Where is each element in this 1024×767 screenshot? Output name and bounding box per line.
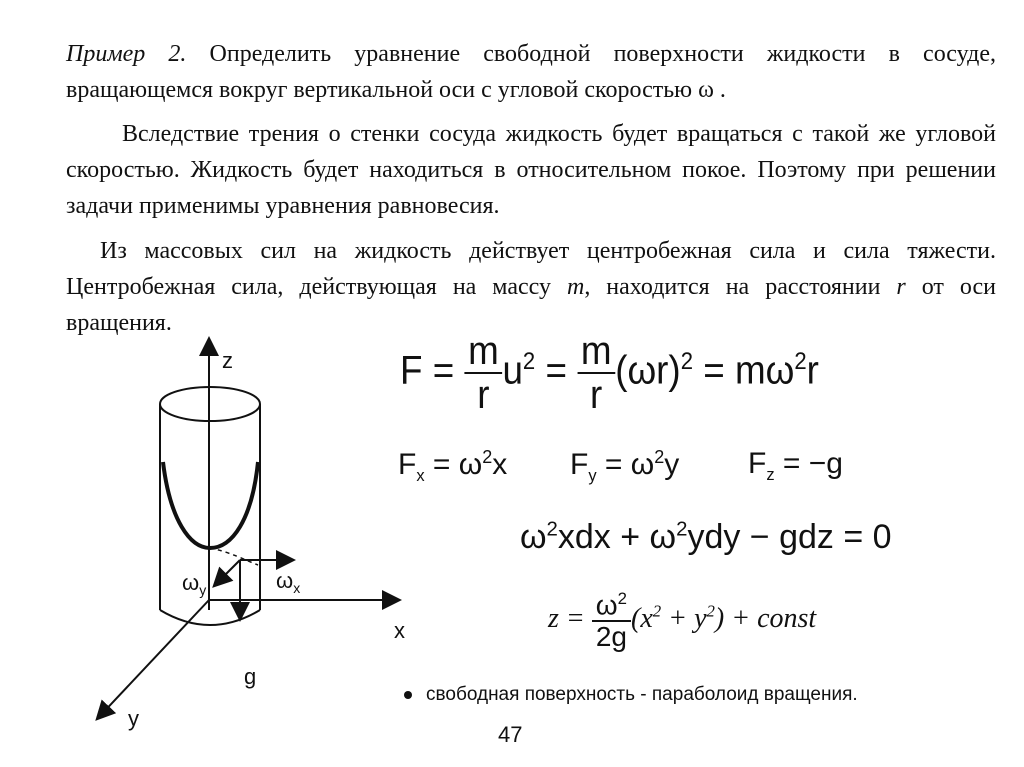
force-z-formula [748, 447, 843, 485]
g-label: g [244, 664, 257, 689]
paraboloid-hidden [210, 548, 258, 565]
f3-sq-1: 2 [546, 518, 558, 541]
equilibrium-equation [520, 518, 892, 557]
f3-part-c: ydy − gdz = 0 [687, 518, 892, 556]
fy-symbol: F [570, 448, 589, 481]
fx-subscript: x [416, 467, 425, 485]
problem-text: Определить уравнение свободной поверхности жидкости в сосуде, вращающемся вокруг вертикальной оси с угловой скоростью ω . [66, 41, 996, 103]
paraboloid-surface [163, 462, 258, 548]
f4-close: ) + const [714, 602, 817, 634]
forces-text-c: от оси вращения. [66, 274, 997, 336]
fy-end: y [664, 448, 680, 481]
f1-sq-3: 2 [794, 348, 807, 376]
f1-den-2: r [590, 373, 603, 417]
f1-fraction-2 [577, 330, 615, 416]
fy-subscript: y [588, 467, 597, 485]
fx-symbol: F [398, 448, 417, 481]
centrifugal-force-formula [400, 330, 819, 416]
omega-y-symbol: ω [182, 570, 200, 595]
mass-symbol: m [566, 274, 585, 300]
f1-eq-2: = [545, 348, 567, 393]
force-x-formula [398, 447, 507, 486]
f3-sq-2: 2 [676, 518, 688, 541]
f3-omega-1: ω [520, 518, 547, 556]
omega-x-label [276, 568, 300, 596]
omega-x-symbol: ω [276, 568, 294, 593]
f1-velocity: u [502, 348, 523, 393]
omega-x-subscript: x [293, 580, 301, 596]
y-axis [98, 600, 209, 718]
f1-omega-r: (ωr) [615, 348, 681, 393]
omega-y-vector [215, 560, 240, 585]
f3-part-b: xdx + ω [557, 518, 677, 556]
y-axis-label: y [128, 706, 139, 731]
f1-sq-1: 2 [522, 348, 536, 376]
omega-y-subscript: y [199, 582, 207, 598]
f1-fraction-1 [464, 330, 502, 416]
omega-y-label [182, 570, 206, 598]
bullet-dot [404, 691, 412, 699]
fz-symbol: F [748, 447, 767, 480]
f1-rhs-r: r [806, 348, 819, 393]
example-label: Пример 2. [66, 41, 187, 67]
forces-text-b: , находится на расстоянии [584, 274, 897, 300]
bullet-conclusion [404, 684, 858, 706]
f4-paren-x: (x [631, 602, 653, 634]
f1-lhs: F = [400, 348, 455, 393]
fy-sq: 2 [654, 447, 665, 467]
f4-num-sq: 2 [617, 589, 628, 608]
friction-text: Вследствие трения о стенки сосуда жидкость будет вращаться с такой же угловой скоростью. Жидкость будет находиться в относительном покое. Поэтому при решении задачи применимы уравнения равновесия. [66, 121, 996, 219]
f4-sq-x: 2 [652, 601, 662, 621]
forces-text-a: Из массовых сил на жидкость действует центробежная сила и сила тяжести. Центробежная сила, действующая на массу [66, 238, 996, 300]
x-axis-label: x [394, 618, 405, 643]
free-surface-equation [548, 590, 816, 651]
z-axis-label: z [222, 348, 233, 373]
f1-den-1: r [477, 373, 490, 417]
fx-sq: 2 [482, 447, 493, 467]
f4-plus-y: + y [661, 602, 707, 634]
cylinder-bottom-arc [160, 610, 260, 625]
f4-num-omega: ω [595, 589, 618, 621]
page-number: 47 [498, 722, 523, 747]
bullet-text: свободная поверхность - параболоид вращения. [426, 684, 858, 705]
f1-sq-2: 2 [680, 348, 693, 376]
fx-end: x [492, 448, 508, 481]
fz-rhs: = −g [782, 447, 843, 480]
fx-rhs: = ω [432, 448, 483, 481]
force-y-formula [570, 447, 679, 486]
fz-subscript: z [766, 466, 775, 484]
f4-num [592, 590, 631, 622]
f1-num-1: m [464, 330, 502, 374]
f4-fraction [592, 590, 631, 651]
f4-lhs: z = [548, 602, 585, 634]
f4-sq-y: 2 [706, 601, 715, 621]
f1-rhs: = mω [703, 348, 795, 393]
f1-num-2: m [577, 330, 615, 374]
radius-symbol: r [896, 274, 906, 300]
fy-rhs: = ω [604, 448, 655, 481]
f4-den: 2g [595, 620, 627, 652]
